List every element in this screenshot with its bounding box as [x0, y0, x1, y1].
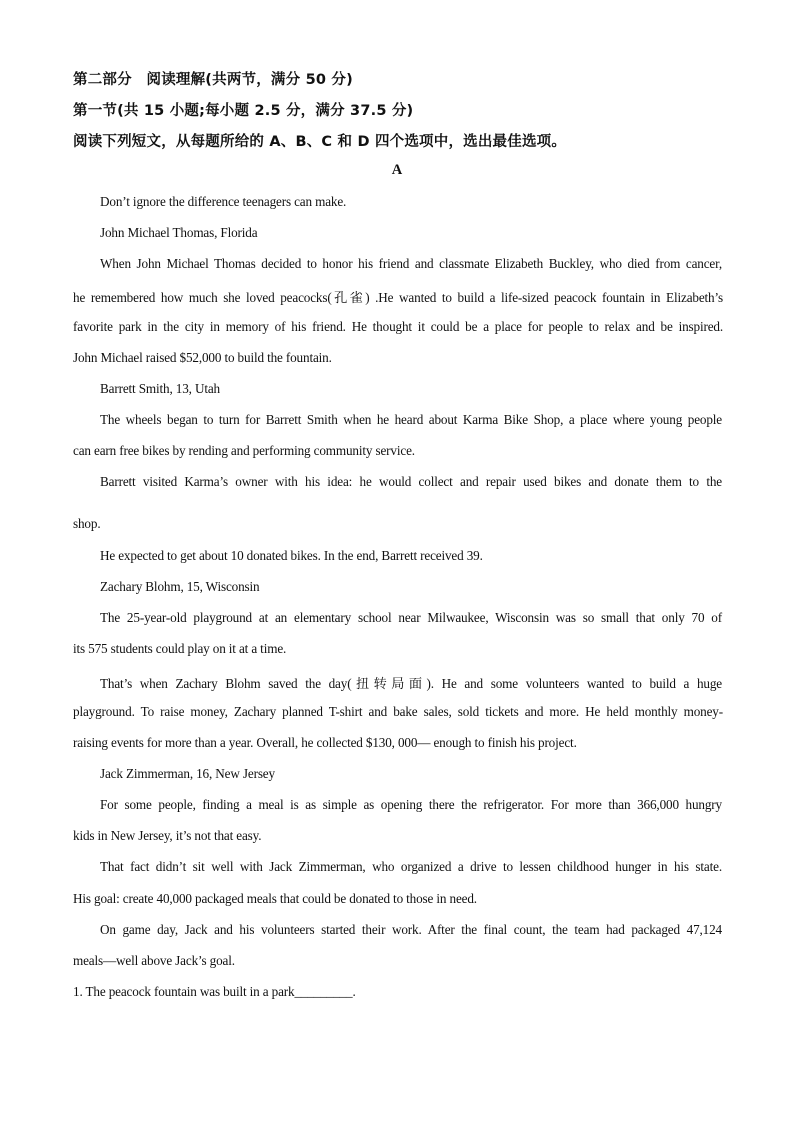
- subheading-zachary: Zachary Blohm, 15, Wisconsin: [100, 579, 260, 594]
- passage-line: The wheels began to turn for Barrett Smith when he heard about Karma Bike Shop, a place where young people: [100, 412, 722, 427]
- passage-line: can earn free bikes by rending and performing community service.: [73, 443, 415, 458]
- part-heading: 第二部分 阅读理解(共两节，满分 50 分): [73, 72, 353, 88]
- passage-line: Don’t ignore the difference teenagers can make.: [100, 194, 347, 209]
- passage-line: John Michael raised $52,000 to build the fountain.: [73, 350, 332, 365]
- passage-line: When John Michael Thomas decided to honor his friend and classmate Elizabeth Buckley, who died from cancer,: [100, 256, 722, 271]
- passage-label: A: [391, 162, 403, 178]
- passage-line: His goal: create 40,000 packaged meals that could be donated to those in need.: [73, 891, 477, 906]
- passage-line: playground. To raise money, Zachary planned T-shirt and bake sales, sold tickets and more. He held monthly money-: [73, 704, 723, 719]
- passage-line: For some people, finding a meal is as simple as opening there the refrigerator. For more than 366,000 hungry: [100, 797, 722, 812]
- passage-line: kids in New Jersey, it’s not that easy.: [73, 828, 262, 843]
- passage-line: shop.: [73, 516, 101, 531]
- passage-line: That’s when Zachary Blohm saved the day(扭转局面). He and some volunteers wanted to build a huge: [100, 676, 722, 691]
- question-1: 1. The peacock fountain was built in a park_________.: [73, 984, 356, 999]
- subheading-jack: Jack Zimmerman, 16, New Jersey: [100, 766, 275, 781]
- instruction-text: 阅读下列短文，从每题所给的 A、B、C 和 D 四个选项中，选出最佳选项。: [73, 134, 567, 150]
- passage-line: favorite park in the city in memory of his friend. He thought it could be a place for people to relax and be inspired.: [73, 319, 723, 334]
- passage-line: he remembered how much she loved peacocks(孔雀) .He wanted to build a life-sized peacock fountain in Elizabeth’s: [73, 290, 723, 305]
- passage-line: On game day, Jack and his volunteers started their work. After the final count, the team had packaged 47,124: [100, 922, 722, 937]
- passage-line: its 575 students could play on it at a time.: [73, 641, 287, 656]
- subheading-john: John Michael Thomas, Florida: [100, 225, 258, 240]
- passage-line: That fact didn’t sit well with Jack Zimmerman, who organized a drive to lessen childhood hunger in his state.: [100, 859, 722, 874]
- passage-line: He expected to get about 10 donated bikes. In the end, Barrett received 39.: [100, 548, 483, 563]
- subheading-barrett: Barrett Smith, 13, Utah: [100, 381, 220, 396]
- passage-line: The 25-year-old playground at an elementary school near Milwaukee, Wisconsin was so small that only 70 of: [100, 610, 722, 625]
- section-heading: 第一节(共 15 小题;每小题 2.5 分，满分 37.5 分): [73, 103, 414, 119]
- passage-line: meals—well above Jack’s goal.: [73, 953, 235, 968]
- passage-line: Barrett visited Karma’s owner with his idea: he would collect and repair used bikes and donate them to the: [100, 474, 722, 489]
- passage-line: raising events for more than a year. Overall, he collected $130, 000— enough to finish his project.: [73, 735, 577, 750]
